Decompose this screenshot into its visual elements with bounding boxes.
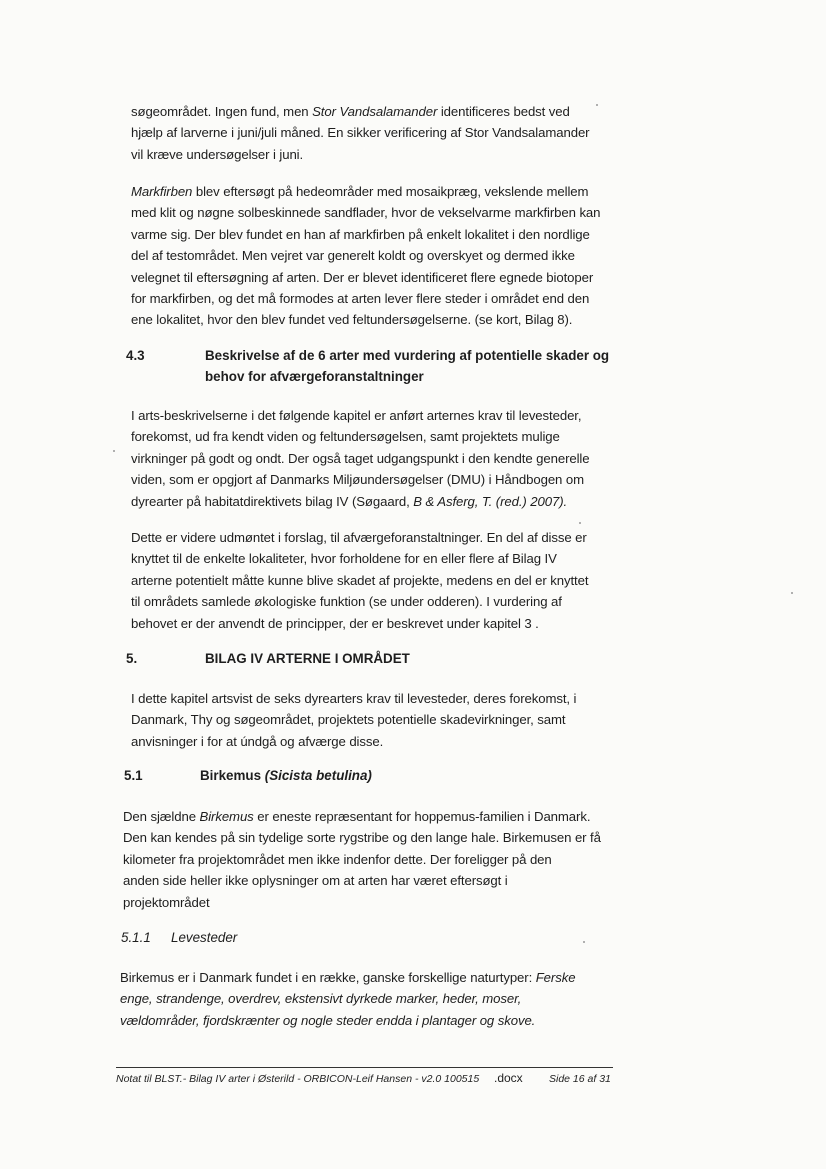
text-line: Danmark, Thy og søgeområdet, projektets potentielle skadevirkninger, samt — [131, 712, 566, 728]
text-segment: Ferske — [535, 970, 576, 985]
scan-speck — [583, 941, 585, 943]
text-line: med klit og nøgne solbeskinnede sandflader, hvor de vekselvarme markfirben kan — [131, 205, 601, 221]
text-line: vil kræve undersøgelser i juni. — [131, 146, 304, 162]
text-line: Den kan kendes på sin tydelige sorte rygstribe og den lange hale. Birkemusen er få — [123, 830, 601, 846]
text-segment: identificeres bedst ved — [437, 104, 570, 119]
text-line — [131, 181, 631, 202]
text-line: velegnet til eftersøgning af arten. Der er blevet identificeret flere egnede biotoper — [131, 269, 594, 285]
paragraph-markfirben — [131, 181, 631, 331]
footer-title: Notat til BLST.- Bilag IV arter i Østerild - ORBICON-Leif Hansen - v2.0 100515 — [116, 1073, 480, 1085]
text-line: I dette kapitel artsvist de seks dyrearters krav til levesteder, deres forekomst, i — [131, 691, 577, 706]
text-line: projektområdet — [123, 894, 210, 910]
text-line: viden, som er opgjort af Danmarks Miljøundersøgelser (DMU) i Håndbogen om — [131, 472, 584, 488]
text-line: til områdets samlede økologiske funktion (se under odderen). I vurdering af — [131, 594, 562, 610]
section-number: 4.3 — [126, 348, 145, 363]
text-line — [123, 806, 633, 827]
text-line: anvisninger i for at úndgå og afværge disse. — [131, 733, 384, 749]
section-heading: BILAG IV ARTERNE I OMRÅDET — [205, 651, 410, 666]
paragraph-stor-vandsalamander — [131, 101, 631, 165]
text-line: virkninger på godt og ondt. Der også taget udgangspunkt i den kendte generelle — [131, 450, 590, 466]
paragraph-afvaergeforanstaltninger — [131, 527, 631, 634]
subsection-number: 5.1.1 — [121, 930, 151, 945]
section-heading — [200, 765, 372, 786]
text-line: enge, strandenge, overdrev, ekstensivt dyrkede marker, heder, moser, — [120, 991, 522, 1007]
scan-speck — [791, 592, 793, 594]
text-line: varme sig. Der blev fundet en han af markfirben på enkelt lokalitet i den nordlige — [131, 226, 590, 242]
text-line: anden side heller ikke oplysninger om at arten har været eftersøgt i — [123, 873, 508, 889]
text-segment: Birkemus er i Danmark fundet i en række, ganske forskellige naturtyper: — [120, 970, 536, 985]
subsection-heading: Levesteder — [171, 930, 238, 945]
text-line: Dette er videre udmøntet i forslag, til afværgeforanstaltninger. En del af disse er — [131, 530, 587, 545]
text-line: forekomst, ud fra kendt viden og feltundersøgelsen, samt projektets mulige — [131, 429, 560, 445]
heading-line: Beskrivelse af de 6 arter med vurdering af potentielle skader og — [205, 348, 610, 363]
text-line: kilometer fra projektområdet men ikke indenfor dette. Der foreligger på den — [123, 851, 552, 867]
text-line — [120, 967, 630, 988]
section-number: 5. — [126, 651, 138, 666]
paragraph-levesteder — [120, 967, 630, 1031]
scan-speck — [579, 522, 581, 524]
footer-rule — [116, 1067, 613, 1068]
text-line: hjælp af larverne i juni/juli måned. En sikker verificering af Stor Vandsalamander — [131, 125, 590, 141]
text-segment: blev eftersøgt på hedeområder med mosaikpræg, vekslende mellem — [192, 184, 589, 199]
text-line: arterne potentielt måtte kunne blive skadet af projekte, medens en del er knyttet — [131, 572, 589, 588]
text-line: behovet er der anvendt de principper, der er beskrevet under kapitel 3 . — [131, 615, 539, 631]
text-line: knyttet til de enkelte lokaliteter, hvor forholdene for en eller flere af Bilag IV — [131, 551, 557, 567]
paragraph-arts-beskrivelser — [131, 405, 631, 512]
text-segment: søgeområdet. Ingen fund, men — [131, 104, 313, 119]
text-segment: Den sjældne — [123, 809, 200, 824]
section-number: 5.1 — [124, 768, 143, 783]
paragraph-kapitel-intro — [131, 688, 631, 752]
text-line: del af testområdet. Men vejret var generelt koldt og overskyet og dermed ikke — [131, 248, 575, 264]
scan-speck — [596, 104, 598, 106]
text-line: vældområder, fjordskrænter og nogle steder endda i plantager og skove. — [120, 1012, 536, 1028]
species-name: Markfirben — [131, 184, 193, 199]
citation: B & Asferg, T. (red.) 2007). — [413, 493, 568, 509]
text-segment: er eneste repræsentant for hoppemus-familien i Danmark. — [253, 809, 591, 824]
text-line — [131, 491, 631, 512]
text-line: for markfirben, og det må formodes at arten lever flere steder i området end den — [131, 291, 590, 307]
text-segment: dyrearter på habitatdirektivets bilag IV (Søgaard, — [131, 493, 414, 509]
latin-name: (Sicista betulina) — [264, 768, 372, 783]
footer-extension: .docx — [494, 1071, 523, 1085]
text-line — [131, 101, 631, 122]
species-name: Birkemus — [199, 809, 254, 824]
text-line: I arts-beskrivelserne i det følgende kapitel er anført arternes krav til levesteder, — [131, 408, 582, 423]
section-heading — [205, 345, 609, 387]
species-name: Stor Vandsalamander — [312, 104, 438, 119]
heading-text: Birkemus — [200, 768, 265, 783]
paragraph-birkemus — [123, 806, 633, 913]
scan-speck — [113, 450, 115, 452]
page-number: Side 16 af 31 — [549, 1073, 611, 1085]
text-line: ene lokalitet, hvor den blev fundet ved feltundersøgelserne. (se kort, Bilag 8). — [131, 312, 573, 328]
heading-line: behov for afværgeforanstaltninger — [205, 369, 424, 384]
